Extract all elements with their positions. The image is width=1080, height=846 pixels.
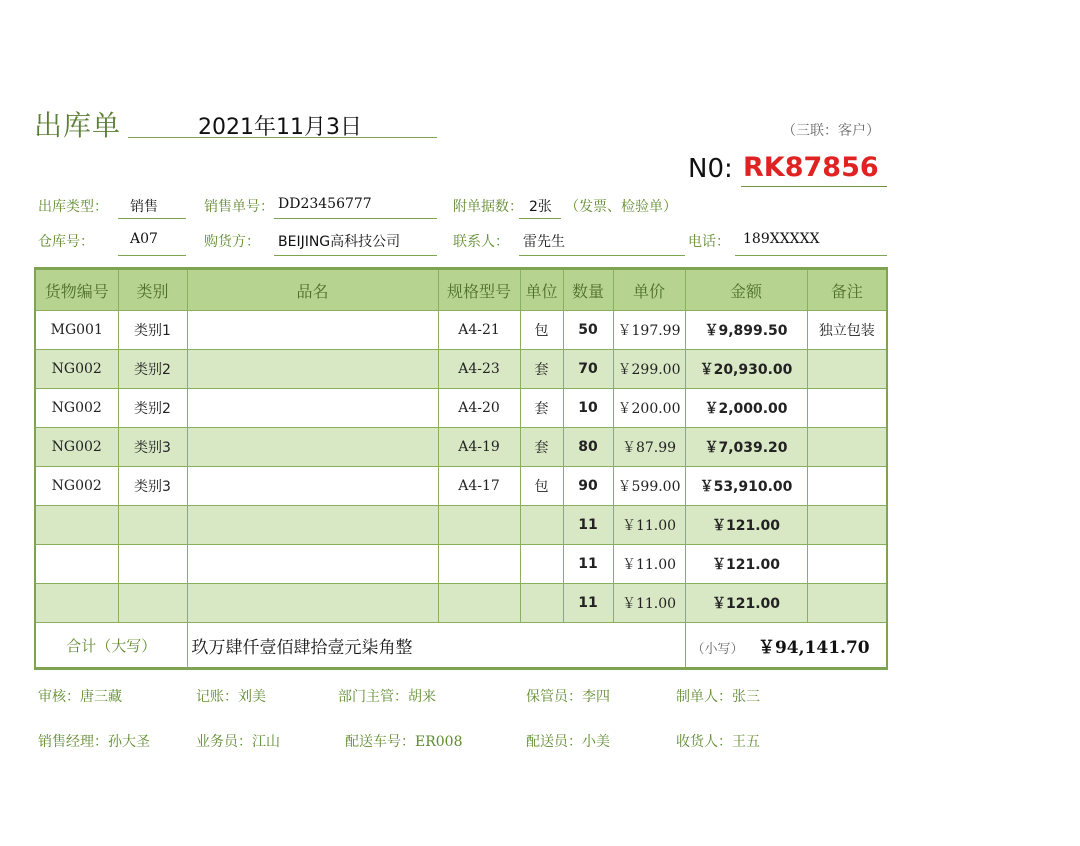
cell-code: NG002 <box>35 467 118 506</box>
doc-number-label: N0: <box>688 154 733 184</box>
cell-amount: ￥2,000.00 <box>685 389 807 428</box>
sales-order-value: DD23456777 <box>278 196 372 212</box>
warehouse-underline <box>118 255 186 256</box>
table-row <box>35 545 887 584</box>
col-header-spec: 规格型号 <box>438 269 520 311</box>
date-underline <box>128 137 437 138</box>
signature-salesperson <box>196 731 280 751</box>
signature-bookkeeper-label: 记账： <box>196 689 238 705</box>
cell-product <box>187 389 438 428</box>
cell-unit <box>520 506 563 545</box>
buyer-value: BEIJING高科技公司 <box>278 234 401 250</box>
signature-deliverer <box>526 731 610 751</box>
signature-receiver <box>676 731 760 751</box>
cell-category: 类别3 <box>118 428 187 467</box>
signature-supervisor-label: 部门主管： <box>338 689 408 705</box>
cell-product <box>187 350 438 389</box>
copy-note: （三联：客户） <box>782 123 880 139</box>
cell-qty: 90 <box>563 467 613 506</box>
outbound-type-underline <box>118 218 186 219</box>
signature-sales-manager-label: 销售经理： <box>38 734 108 750</box>
cell-qty: 70 <box>563 350 613 389</box>
cell-remark <box>807 467 887 506</box>
cell-spec <box>438 545 520 584</box>
cell-price: ￥197.99 <box>613 311 685 350</box>
cell-code: NG002 <box>35 350 118 389</box>
cell-remark: 独立包装 <box>807 311 887 350</box>
phone-label: 电话： <box>688 234 730 250</box>
total-uppercase-label: 合计（大写） <box>35 623 187 669</box>
cell-remark <box>807 428 887 467</box>
cell-code <box>35 545 118 584</box>
cell-price: ￥11.00 <box>613 506 685 545</box>
cell-category: 类别2 <box>118 389 187 428</box>
cell-price: ￥11.00 <box>613 545 685 584</box>
total-lowercase-label: （小写） <box>691 641 744 657</box>
cell-unit <box>520 584 563 623</box>
cell-price: ￥299.00 <box>613 350 685 389</box>
cell-category <box>118 584 187 623</box>
cell-qty: 50 <box>563 311 613 350</box>
table-row <box>35 506 887 545</box>
col-header-unit: 单位 <box>520 269 563 311</box>
attachments-note: （发票、检验单） <box>565 199 677 215</box>
signature-keeper-value: 李四 <box>582 689 610 705</box>
cell-category <box>118 506 187 545</box>
signature-deliverer-value: 小美 <box>582 734 610 750</box>
table-row <box>35 584 887 623</box>
table-row <box>35 467 887 506</box>
col-header-category: 类别 <box>118 269 187 311</box>
cell-remark <box>807 350 887 389</box>
sales-order-underline <box>274 218 437 219</box>
table-row <box>35 389 887 428</box>
outbound-type-value: 销售 <box>130 199 158 215</box>
cell-spec: A4-23 <box>438 350 520 389</box>
signature-preparer-value: 张三 <box>732 689 760 705</box>
cell-amount: ￥121.00 <box>685 584 807 623</box>
cell-code: NG002 <box>35 389 118 428</box>
cell-code: MG001 <box>35 311 118 350</box>
cell-spec: A4-21 <box>438 311 520 350</box>
contact-label: 联系人： <box>453 234 509 250</box>
cell-price: ￥11.00 <box>613 584 685 623</box>
table-row <box>35 428 887 467</box>
cell-qty: 80 <box>563 428 613 467</box>
col-header-amount: 金额 <box>685 269 807 311</box>
cell-amount: ￥53,910.00 <box>685 467 807 506</box>
cell-qty: 11 <box>563 545 613 584</box>
signature-keeper-label: 保管员： <box>526 689 582 705</box>
cell-unit: 包 <box>520 311 563 350</box>
signature-sales-manager-value: 孙大圣 <box>108 734 150 750</box>
sales-order-label: 销售单号： <box>204 199 274 215</box>
contact-underline <box>519 255 685 256</box>
total-lowercase-cell <box>685 623 887 669</box>
signature-deliverer-label: 配送员： <box>526 734 582 750</box>
table-row <box>35 311 887 350</box>
total-row <box>35 623 887 669</box>
total-uppercase-value: 玖万肆仟壹佰肆拾壹元柒角整 <box>187 623 685 669</box>
signature-keeper <box>526 686 610 706</box>
signature-bookkeeper <box>196 686 266 706</box>
cell-unit: 套 <box>520 389 563 428</box>
contact-value: 雷先生 <box>523 234 565 250</box>
cell-amount: ￥9,899.50 <box>685 311 807 350</box>
signature-receiver-value: 王五 <box>732 734 760 750</box>
doc-number-value: RK87856 <box>743 152 879 183</box>
warehouse-value: A07 <box>130 231 158 247</box>
cell-spec: A4-19 <box>438 428 520 467</box>
cell-product <box>187 311 438 350</box>
cell-unit: 套 <box>520 428 563 467</box>
cell-product <box>187 428 438 467</box>
phone-underline <box>735 255 887 256</box>
outbound-type-label: 出库类型： <box>38 199 108 215</box>
cell-amount: ￥20,930.00 <box>685 350 807 389</box>
cell-category: 类别1 <box>118 311 187 350</box>
cell-spec <box>438 584 520 623</box>
cell-product <box>187 545 438 584</box>
items-table <box>34 267 888 670</box>
signature-supervisor <box>338 686 436 706</box>
cell-code <box>35 584 118 623</box>
signature-reviewer-label: 审核： <box>38 689 80 705</box>
signature-receiver-label: 收货人： <box>676 734 732 750</box>
cell-product <box>187 506 438 545</box>
cell-code <box>35 506 118 545</box>
signature-vehicle-label: 配送车号： <box>345 734 415 750</box>
attachments-value: 2张 <box>529 199 552 215</box>
cell-qty: 11 <box>563 584 613 623</box>
cell-spec <box>438 506 520 545</box>
buyer-underline <box>274 255 437 256</box>
cell-amount: ￥121.00 <box>685 506 807 545</box>
cell-spec: A4-17 <box>438 467 520 506</box>
cell-qty: 11 <box>563 506 613 545</box>
warehouse-label: 仓库号： <box>38 234 94 250</box>
signature-vehicle <box>345 731 462 751</box>
table-header-row <box>35 269 887 311</box>
signature-bookkeeper-value: 刘美 <box>238 689 266 705</box>
cell-remark <box>807 584 887 623</box>
cell-amount: ￥121.00 <box>685 545 807 584</box>
cell-remark <box>807 389 887 428</box>
cell-spec: A4-20 <box>438 389 520 428</box>
cell-qty: 10 <box>563 389 613 428</box>
cell-category: 类别2 <box>118 350 187 389</box>
cell-unit <box>520 545 563 584</box>
total-lowercase-value: ￥94,141.70 <box>757 637 870 658</box>
col-header-code: 货物编号 <box>35 269 118 311</box>
col-header-product: 品名 <box>187 269 438 311</box>
cell-category <box>118 545 187 584</box>
signature-reviewer-value: 唐三藏 <box>80 689 122 705</box>
col-header-price: 单价 <box>613 269 685 311</box>
cell-category: 类别3 <box>118 467 187 506</box>
signature-salesperson-label: 业务员： <box>196 734 252 750</box>
cell-price: ￥200.00 <box>613 389 685 428</box>
col-header-remark: 备注 <box>807 269 887 311</box>
cell-unit: 包 <box>520 467 563 506</box>
cell-amount: ￥7,039.20 <box>685 428 807 467</box>
col-header-qty: 数量 <box>563 269 613 311</box>
attachments-underline <box>519 218 561 219</box>
attachments-label: 附单据数： <box>453 199 523 215</box>
cell-product <box>187 584 438 623</box>
doc-number-underline <box>741 186 887 187</box>
cell-price: ￥599.00 <box>613 467 685 506</box>
cell-product <box>187 467 438 506</box>
cell-price: ￥87.99 <box>613 428 685 467</box>
cell-code: NG002 <box>35 428 118 467</box>
document-title: 出库单 <box>34 109 122 142</box>
signature-preparer-label: 制单人： <box>676 689 732 705</box>
signature-vehicle-value: ER008 <box>415 734 463 750</box>
phone-value: 189XXXXX <box>743 231 820 247</box>
cell-unit: 套 <box>520 350 563 389</box>
signature-reviewer <box>38 686 122 706</box>
signature-salesperson-value: 江山 <box>252 734 280 750</box>
signature-preparer <box>676 686 760 706</box>
document-date: 2021年11月3日 <box>198 115 362 140</box>
table-row <box>35 350 887 389</box>
buyer-label: 购货方： <box>204 234 260 250</box>
cell-remark <box>807 545 887 584</box>
signature-supervisor-value: 胡来 <box>408 689 436 705</box>
signature-sales-manager <box>38 731 150 751</box>
cell-remark <box>807 506 887 545</box>
